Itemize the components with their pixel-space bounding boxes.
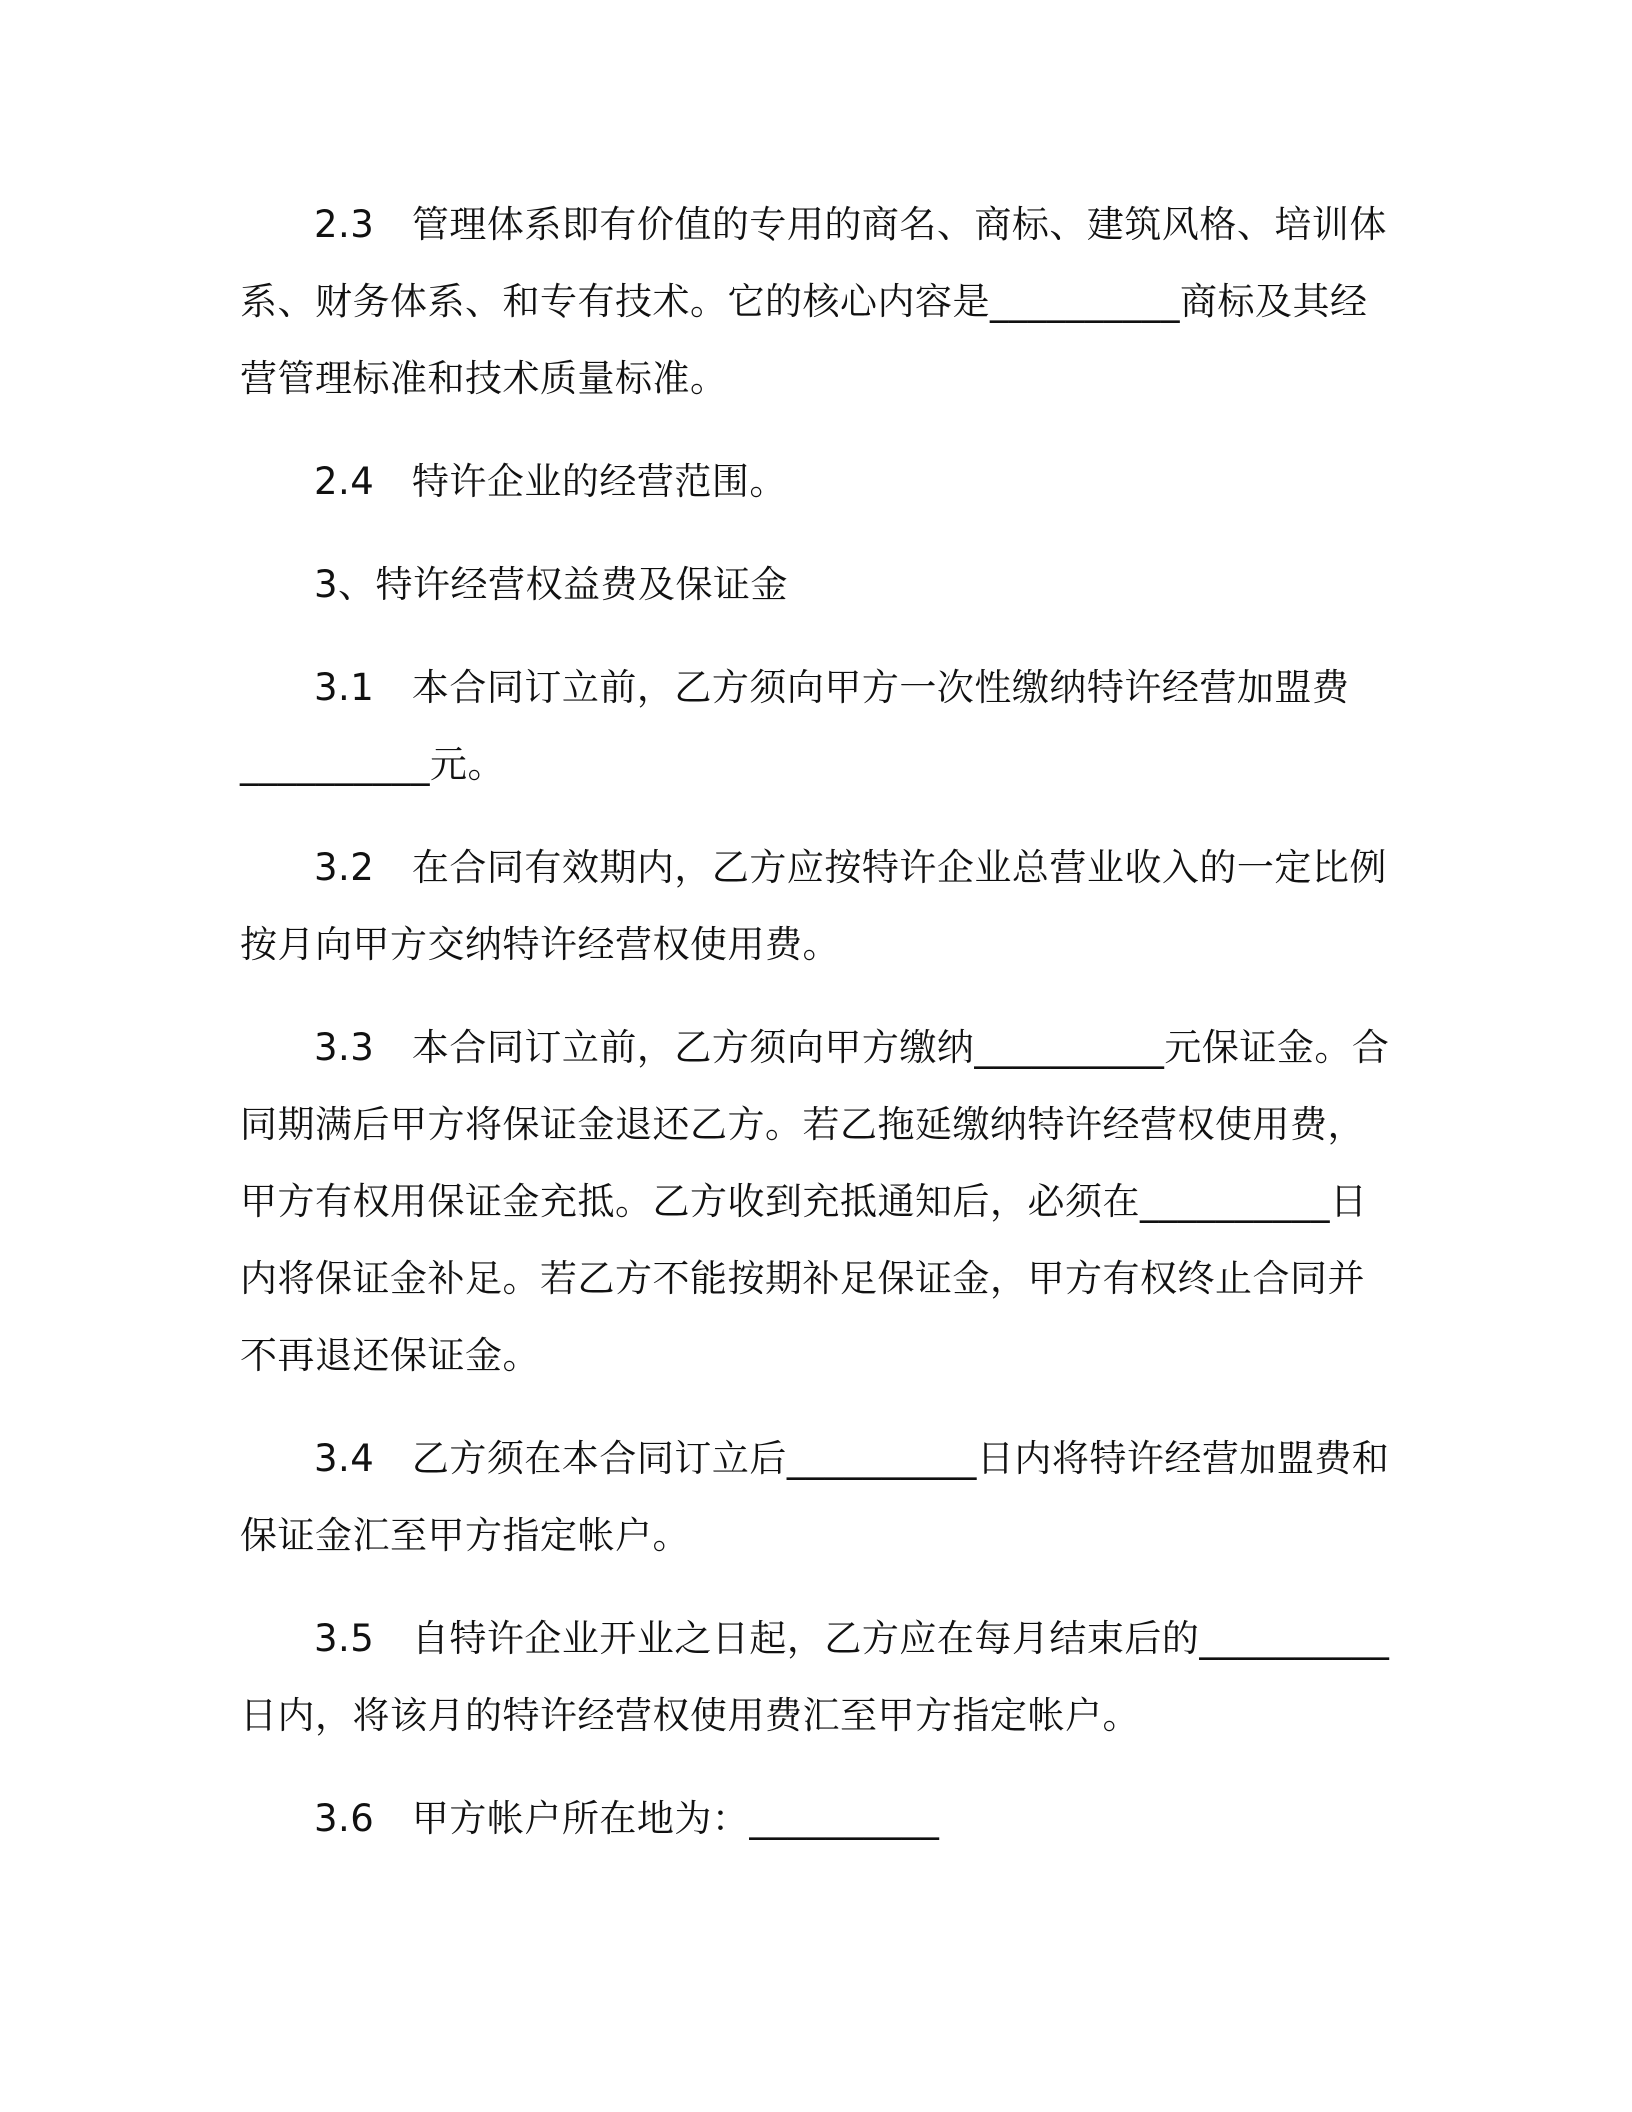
clause-2-3 [240,186,1387,417]
clause-3-4 [240,1420,1390,1574]
clause-text-line: 3.1 本合同订立前，乙方须向甲方一次性缴纳特许经营加盟费 [314,666,1350,709]
clause-text-line: 按月向甲方交纳特许经营权使用费。 [240,923,840,966]
section-heading-text: 3、特许经营权益费及保证金 [314,563,789,606]
clause-2-4 [240,443,1370,520]
clause-text-line: 同期满后甲方将保证金退还乙方。若乙拖延缴纳特许经营权使用费， [240,1103,1365,1146]
clause-text-line: 3.3 本合同订立前，乙方须向甲方缴纳__________元保证金。合 [314,1026,1390,1069]
clause-text-line: 3.2 在合同有效期内，乙方应按特许企业总营业收入的一定比例 [314,846,1387,889]
clause-text-line: __________元。 [240,743,505,786]
clause-3-6 [240,1780,1370,1857]
clause-3-3 [240,1009,1390,1394]
clause-text-line: 3.6 甲方帐户所在地为：__________ [314,1797,940,1840]
clause-3-1 [240,649,1370,803]
clause-text-line: 内将保证金补足。若乙方不能按期补足保证金，甲方有权终止合同并 [240,1257,1365,1300]
clause-text-line: 2.3 管理体系即有价值的专用的商名、商标、建筑风格、培训体 [314,203,1387,246]
clause-text-line: 3.5 自特许企业开业之日起，乙方应在每月结束后的__________ [314,1617,1390,1660]
clause-text-line: 日内，将该月的特许经营权使用费汇至甲方指定帐户。 [240,1694,1140,1737]
clause-text-line: 保证金汇至甲方指定帐户。 [240,1514,690,1557]
clause-text-line: 营管理标准和技术质量标准。 [240,357,728,400]
clause-3-2 [240,829,1387,983]
clause-text-line: 不再退还保证金。 [240,1334,540,1377]
document-page [240,186,1390,1883]
clause-text-line: 甲方有权用保证金充抵。乙方收到充抵通知后，必须在__________日 [240,1180,1368,1223]
clause-3-5 [240,1600,1390,1754]
clause-text-line: 2.4 特许企业的经营范围。 [314,460,787,503]
section-heading-3 [240,546,1370,623]
clause-text-line: 3.4 乙方须在本合同订立后__________日内将特许经营加盟费和 [314,1437,1390,1480]
clause-text-line: 系、财务体系、和专有技术。它的核心内容是__________商标及其经 [240,280,1368,323]
